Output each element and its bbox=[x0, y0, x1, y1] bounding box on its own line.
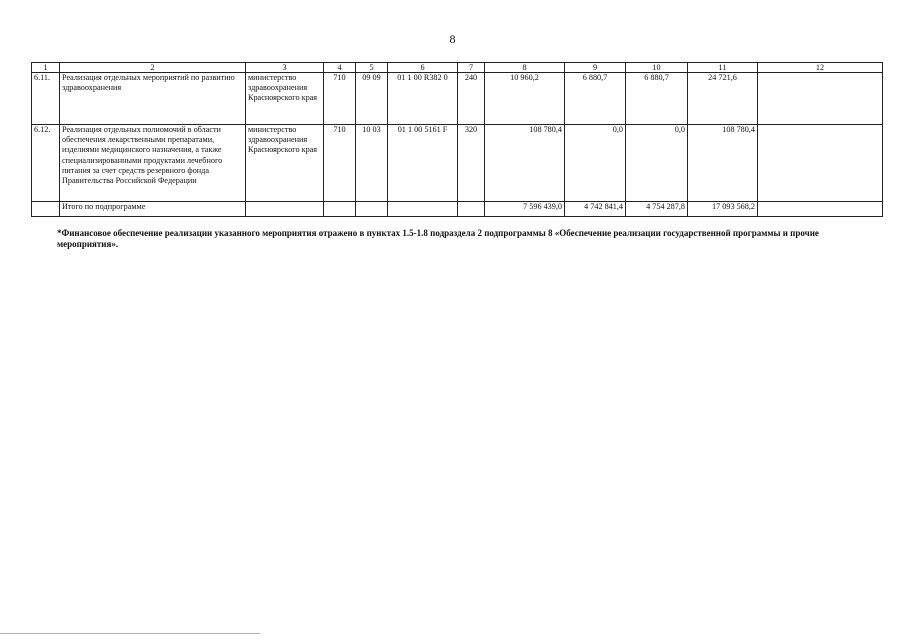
amount-year2: 6 880,7 bbox=[565, 73, 626, 125]
measure-name: Реализация отдельных мероприятий по развитию здравоохранения bbox=[60, 73, 246, 125]
column-header: 4 bbox=[324, 63, 356, 73]
note-cell bbox=[758, 73, 883, 125]
total-year2: 4 742 841,4 bbox=[565, 202, 626, 217]
column-header: 3 bbox=[246, 63, 324, 73]
column-header: 10 bbox=[626, 63, 688, 73]
amount-total: 108 780,4 bbox=[688, 125, 758, 202]
vr-code: 240 bbox=[458, 73, 485, 125]
amount-year1: 108 780,4 bbox=[485, 125, 565, 202]
column-header: 9 bbox=[565, 63, 626, 73]
column-header: 12 bbox=[758, 63, 883, 73]
amount-year1: 10 960,2 bbox=[485, 73, 565, 125]
total-sum: 17 093 568,2 bbox=[688, 202, 758, 217]
amount-total: 24 721,6 bbox=[688, 73, 758, 125]
scan-edge-line bbox=[0, 633, 260, 634]
table-header-row bbox=[32, 63, 883, 73]
responsible-org: министерство здравоохранения Красноярского края bbox=[246, 125, 324, 202]
empty-cell bbox=[388, 202, 458, 217]
csr-code: 01 1 00 5161 F bbox=[388, 125, 458, 202]
total-row bbox=[32, 202, 883, 217]
empty-cell bbox=[324, 202, 356, 217]
column-header: 5 bbox=[356, 63, 388, 73]
grbs-code: 710 bbox=[324, 125, 356, 202]
amount-year3: 6 880,7 bbox=[626, 73, 688, 125]
note-cell bbox=[758, 125, 883, 202]
empty-cell bbox=[32, 202, 60, 217]
column-header: 1 bbox=[32, 63, 60, 73]
total-label: Итого по подпрограмме bbox=[60, 202, 246, 217]
measure-name: Реализация отдельных полномочий в области обеспечения лекарственными препаратами, изделиями медицинского назначения, а также специализированными продуктами лечебного питания за счет средств резервного фонда Правительства Российской Федерации bbox=[60, 125, 246, 202]
total-year1: 7 596 439,0 bbox=[485, 202, 565, 217]
rzpr-code: 09 09 bbox=[356, 73, 388, 125]
column-header: 2 bbox=[60, 63, 246, 73]
footnote: *Финансовое обеспечение реализации указанного мероприятия отражено в пунктах 1.5-1.8 подраздела 2 подпрограммы 8 «Обеспечение реализации государственной программы и прочие мероприятия». bbox=[57, 228, 819, 249]
vr-code: 320 bbox=[458, 125, 485, 202]
column-header: 6 bbox=[388, 63, 458, 73]
empty-cell bbox=[758, 202, 883, 217]
row-number: 6.11. bbox=[32, 73, 60, 125]
empty-cell bbox=[458, 202, 485, 217]
csr-code: 01 1 00 R382 0 bbox=[388, 73, 458, 125]
column-header: 7 bbox=[458, 63, 485, 73]
rzpr-code: 10 03 bbox=[356, 125, 388, 202]
total-year3: 4 754 287,8 bbox=[626, 202, 688, 217]
amount-year2: 0,0 bbox=[565, 125, 626, 202]
table-row bbox=[32, 73, 883, 125]
column-header: 11 bbox=[688, 63, 758, 73]
budget-table bbox=[31, 62, 883, 217]
empty-cell bbox=[356, 202, 388, 217]
row-number: 6.12. bbox=[32, 125, 60, 202]
empty-cell bbox=[246, 202, 324, 217]
table-row bbox=[32, 125, 883, 202]
column-header: 8 bbox=[485, 63, 565, 73]
grbs-code: 710 bbox=[324, 73, 356, 125]
page-number: 8 bbox=[449, 32, 456, 46]
amount-year3: 0,0 bbox=[626, 125, 688, 202]
responsible-org: министерство здравоохранения Красноярского края bbox=[246, 73, 324, 125]
